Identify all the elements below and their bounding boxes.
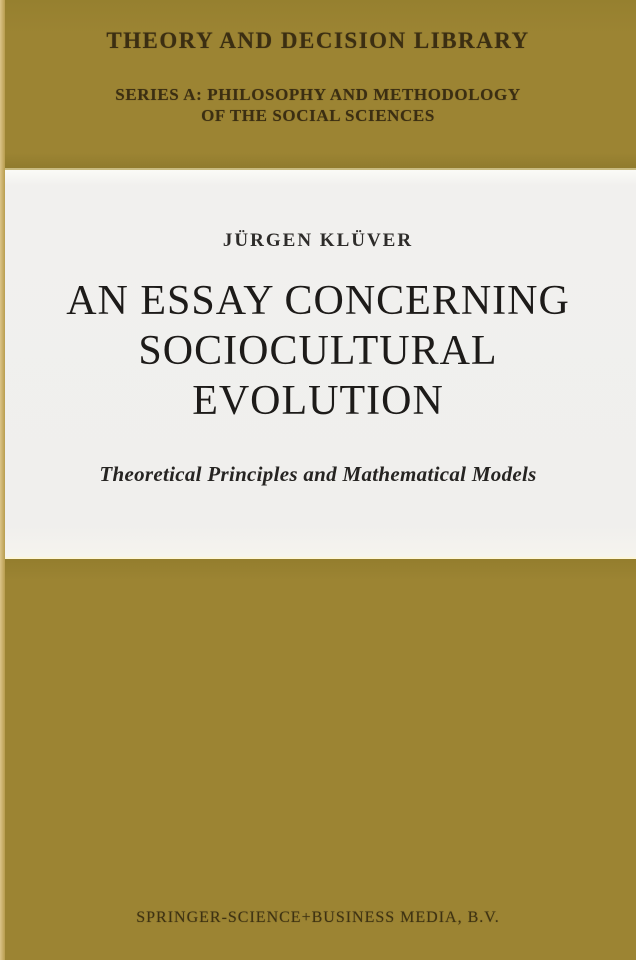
series-subtitle-line1: SERIES A: PHILOSOPHY AND METHODOLOGY	[115, 85, 521, 104]
book-title-line2: SOCIOCULTURAL	[138, 328, 498, 374]
book-subtitle: Theoretical Principles and Mathematical Models	[99, 462, 537, 486]
title-panel	[0, 170, 636, 557]
series-subtitle-line2: OF THE SOCIAL SCIENCES	[201, 106, 435, 125]
series-header-band	[0, 0, 636, 170]
book-title-line1: AN ESSAY CONCERNING	[66, 278, 570, 324]
publisher-band	[0, 557, 636, 960]
publisher-name: SPRINGER-SCIENCE+BUSINESS MEDIA, B.V.	[136, 909, 500, 926]
author-name: JÜRGEN KLÜVER	[222, 230, 414, 251]
book-title-line3: EVOLUTION	[192, 378, 444, 424]
series-title: THEORY AND DECISION LIBRARY	[106, 28, 530, 53]
book-title	[0, 276, 636, 426]
series-subtitle	[0, 84, 636, 126]
cover-left-edge-highlight	[0, 0, 5, 960]
